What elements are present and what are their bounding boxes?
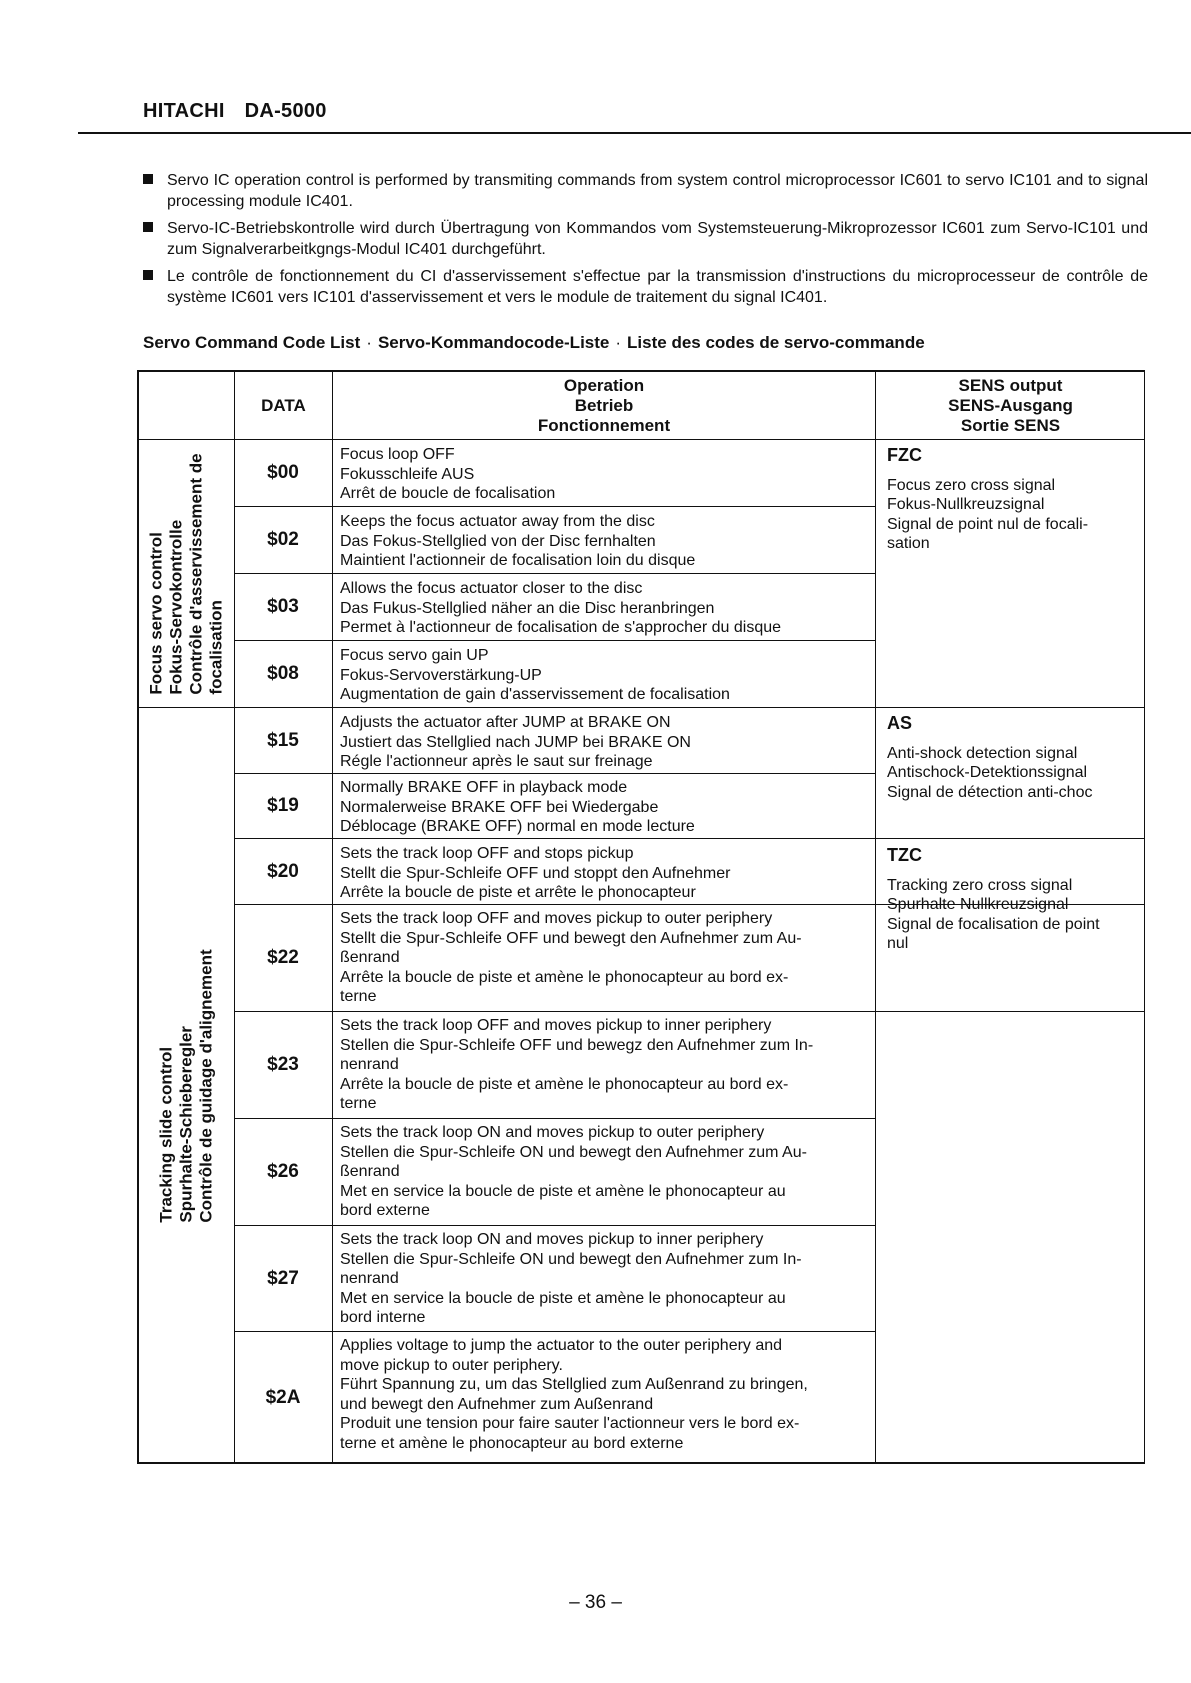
intro-item-fr	[143, 266, 1148, 308]
operation-line: nenrand	[340, 1056, 399, 1073]
operation-line: Arrête la boucle de piste et amène le phonocapteur au bord ex-	[340, 968, 789, 986]
sens-line: sation	[887, 535, 930, 552]
operation-text	[340, 512, 850, 571]
sens-output-fzc	[887, 446, 1127, 554]
table-title-en: Servo Command Code List	[143, 333, 361, 352]
title-separator: ·	[615, 333, 622, 352]
operation-line: Sets the track loop ON and moves pickup to outer periphery	[340, 1124, 765, 1141]
operation-text	[340, 445, 850, 504]
row-divider	[235, 573, 875, 574]
sens-line: Antischock-Detektionssignal	[887, 764, 1088, 781]
operation-text	[340, 1123, 850, 1221]
operation-line: Sets the track loop OFF and moves pickup to outer periphery	[340, 910, 773, 927]
sens-signal-code: AS	[887, 713, 913, 733]
operation-line: Sets the track loop ON and moves pickup to inner periphery	[340, 1231, 764, 1248]
operation-text	[340, 646, 850, 705]
command-code: $20	[267, 860, 299, 882]
sens-line: Signal de détection anti-choc	[887, 783, 1093, 801]
operation-line: ßenrand	[340, 949, 400, 966]
group-label-line: Contrôle d'asservissement de	[187, 452, 206, 695]
command-code: $2A	[265, 1387, 301, 1408]
sens-line: Tracking zero cross signal	[887, 876, 1073, 894]
command-code: $19	[267, 795, 299, 816]
operation-line: Arrête la boucle de piste et amène le phonocapteur au bord ex-	[340, 1075, 789, 1093]
square-bullet-icon	[143, 174, 153, 184]
operation-line: Das Fukus-Stellglied näher an die Disc heranbringen	[340, 599, 715, 617]
operation-line: Met en service la boucle de piste et amène le phonocapteur au	[340, 1182, 786, 1200]
sens-output-as	[887, 714, 1127, 802]
command-code: $22	[267, 947, 299, 968]
row-divider	[235, 1331, 875, 1332]
operation-line: nenrand	[340, 1270, 399, 1287]
command-code: $15	[267, 729, 299, 751]
group-label-line: Spurhalte-Schieberegler	[177, 1026, 197, 1223]
operation-header-de: Betrieb	[574, 396, 634, 415]
row-divider	[235, 506, 875, 507]
operation-line: Focus loop OFF	[340, 446, 455, 463]
operation-header-fr: Fonctionnement	[537, 416, 671, 435]
operation-line: move pickup to outer periphery.	[340, 1356, 563, 1374]
operation-line: bord externe	[340, 1202, 430, 1219]
operation-text	[340, 579, 850, 638]
sens-line: Fokus-Nullkreuzsignal	[887, 496, 1045, 513]
sens-line: Spurhalte Nullkreuzsignal	[887, 896, 1069, 913]
group-label-line: Fokus-Servokontrolle	[167, 519, 186, 695]
row-divider	[235, 838, 1145, 839]
command-code: $00	[267, 462, 299, 483]
command-code: $02	[267, 529, 299, 550]
square-bullet-icon	[143, 222, 153, 232]
operation-text	[340, 909, 850, 1007]
operation-line: Stellen die Spur-Schleife OFF und bewegz den Aufnehmer zum In-	[340, 1036, 814, 1054]
page-number: – 36 –	[569, 1592, 622, 1613]
operation-line: Stellen die Spur-Schleife ON und bewegt den Aufnehmer zum In-	[340, 1250, 802, 1268]
table-title	[143, 333, 925, 353]
sens-header-en: SENS output	[958, 376, 1063, 395]
tracking-group-label	[139, 708, 235, 1464]
sens-line: Anti-shock detection signal	[887, 744, 1078, 762]
operation-header-en: Operation	[563, 376, 645, 395]
row-divider	[235, 1225, 875, 1226]
operation-line: Arrêt de boucle de focalisation	[340, 485, 556, 502]
brand-name: HITACHI	[143, 100, 225, 122]
sens-header-fr: Sortie SENS	[960, 416, 1061, 435]
operation-line: terne	[340, 1095, 377, 1112]
column-divider	[875, 372, 876, 1464]
operation-line: terne et amène le phonocapteur au bord externe	[340, 1434, 684, 1452]
data-column-header	[235, 372, 332, 440]
operation-line: Fokus-Servoverstärkung-UP	[340, 666, 542, 684]
operation-line: Focus servo gain UP	[340, 647, 489, 664]
sens-output-tzc	[887, 846, 1127, 954]
operation-text	[340, 778, 850, 837]
intro-item-de	[143, 218, 1148, 260]
title-separator: ·	[366, 333, 372, 352]
row-divider	[235, 1118, 875, 1119]
command-code: $27	[267, 1267, 299, 1289]
intro-text-fr: Le contrôle de fonctionnement du CI d'asservissement s'effectue par la transmission d'instructions du microprocesseur de contrôle de système IC601 vers IC101 d'asservissement et vers le module de traitement du signal IC401.	[167, 268, 1148, 306]
sens-line: nul	[887, 935, 909, 952]
operation-line: Stellt die Spur-Schleife OFF und stoppt den Aufnehmer	[340, 864, 731, 882]
operation-line: Stellt die Spur-Schleife OFF und bewegt den Aufnehmer zum Au-	[340, 929, 802, 947]
sens-header-de: SENS-Ausgang	[948, 396, 1073, 415]
intro-item-en	[143, 170, 1148, 212]
operation-line: Produit une tension pour faire sauter l'actionneur vers le bord ex-	[340, 1415, 800, 1432]
group-label-line: Contrôle de guidage d'alignement	[197, 949, 217, 1223]
operation-line: Sets the track loop OFF and stops pickup	[340, 845, 634, 862]
operation-line: Das Fokus-Stellglied von der Disc fernhalten	[340, 532, 656, 550]
sens-signal-code: FZC	[887, 445, 922, 465]
table-title-fr: Liste des codes de servo-commande	[627, 333, 925, 352]
header-rule	[78, 132, 1191, 134]
operation-line: Führt Spannung zu, um das Stellglied zum Außenrand zu bringen,	[340, 1376, 808, 1393]
servo-command-table	[137, 370, 1145, 1464]
operation-line: Maintient l'actionneir de focalisation loin du disque	[340, 552, 696, 569]
command-code: $08	[267, 663, 299, 684]
operation-text	[340, 713, 850, 772]
intro-text-de: Servo-IC-Betriebskontrolle wird durch Übertragung von Kommandos vom Systemsteuerung-Mikroprozessor IC601 zum Servo-IC101 und zum Signalverarbeitkgngs-Modul IC401 durchgeführt.	[167, 220, 1148, 258]
sens-signal-code: TZC	[887, 845, 922, 865]
operation-line: Sets the track loop OFF and moves pickup to inner periphery	[340, 1017, 772, 1034]
sens-line: Focus zero cross signal	[887, 476, 1056, 494]
group-label-line: Focus servo control	[147, 531, 166, 695]
operation-line: Arrête la boucle de piste et arrête le phonocapteur	[340, 884, 696, 901]
intro-text-en: Servo IC operation control is performed by transmiting commands from system control microprocessor IC601 to servo IC101 and to signal processing module IC401.	[167, 172, 1148, 210]
sens-line: Signal de point nul de focali-	[887, 515, 1089, 533]
operation-line: Allows the focus actuator closer to the disc	[340, 580, 643, 597]
model-name: DA-5000	[244, 100, 327, 122]
group-label-line: focalisation	[207, 599, 226, 695]
group-label-line: Tracking slide control	[157, 1046, 177, 1223]
operation-text	[340, 1336, 850, 1453]
operation-line: Met en service la boucle de piste et amène le phonocapteur au	[340, 1289, 786, 1307]
operation-text	[340, 844, 850, 903]
table-title-de: Servo-Kommandocode-Liste	[377, 333, 610, 352]
page-header	[143, 100, 341, 123]
command-code: $23	[267, 1054, 299, 1075]
operation-line: ßenrand	[340, 1163, 400, 1180]
operation-line: Déblocage (BRAKE OFF) normal en mode lecture	[340, 818, 695, 835]
data-header-label: DATA	[261, 396, 306, 415]
operation-column-header	[333, 372, 875, 440]
command-code: $26	[267, 1161, 299, 1182]
operation-text	[340, 1230, 850, 1328]
operation-line: Justiert das Stellglied nach JUMP bei BRAKE ON	[340, 733, 691, 751]
operation-line: und bewegt den Aufnehmer zum Außenrand	[340, 1395, 654, 1413]
row-divider	[235, 773, 875, 774]
operation-line: Augmentation de gain d'asservissement de focalisation	[340, 686, 730, 703]
operation-line: Fokusschleife AUS	[340, 465, 475, 483]
focus-group-label	[139, 440, 235, 707]
row-divider	[235, 1011, 1145, 1012]
operation-line: Applies voltage to jump the actuator to the outer periphery and	[340, 1337, 783, 1354]
column-divider	[332, 372, 333, 1464]
operation-line: bord interne	[340, 1309, 426, 1326]
operation-line: terne	[340, 988, 377, 1005]
intro-list	[143, 170, 1148, 314]
operation-line: Normally BRAKE OFF in playback mode	[340, 779, 628, 796]
row-divider	[235, 640, 875, 641]
operation-line: Keeps the focus actuator away from the disc	[340, 513, 655, 530]
sens-column-header	[876, 372, 1145, 440]
operation-line: Permet à l'actionneur de focalisation de s'approcher du disque	[340, 619, 782, 636]
operation-line: Adjusts the actuator after JUMP at BRAKE ON	[340, 714, 671, 731]
operation-line: Régle l'actionneur après le saut sur freinage	[340, 753, 653, 770]
operation-text	[340, 1016, 850, 1114]
operation-line: Stellen die Spur-Schleife ON und bewegt den Aufnehmer zum Au-	[340, 1143, 807, 1161]
sens-line: Signal de focalisation de point	[887, 915, 1100, 933]
operation-line: Normalerweise BRAKE OFF bei Wiedergabe	[340, 798, 659, 816]
command-code: $03	[267, 596, 299, 617]
square-bullet-icon	[143, 270, 153, 280]
